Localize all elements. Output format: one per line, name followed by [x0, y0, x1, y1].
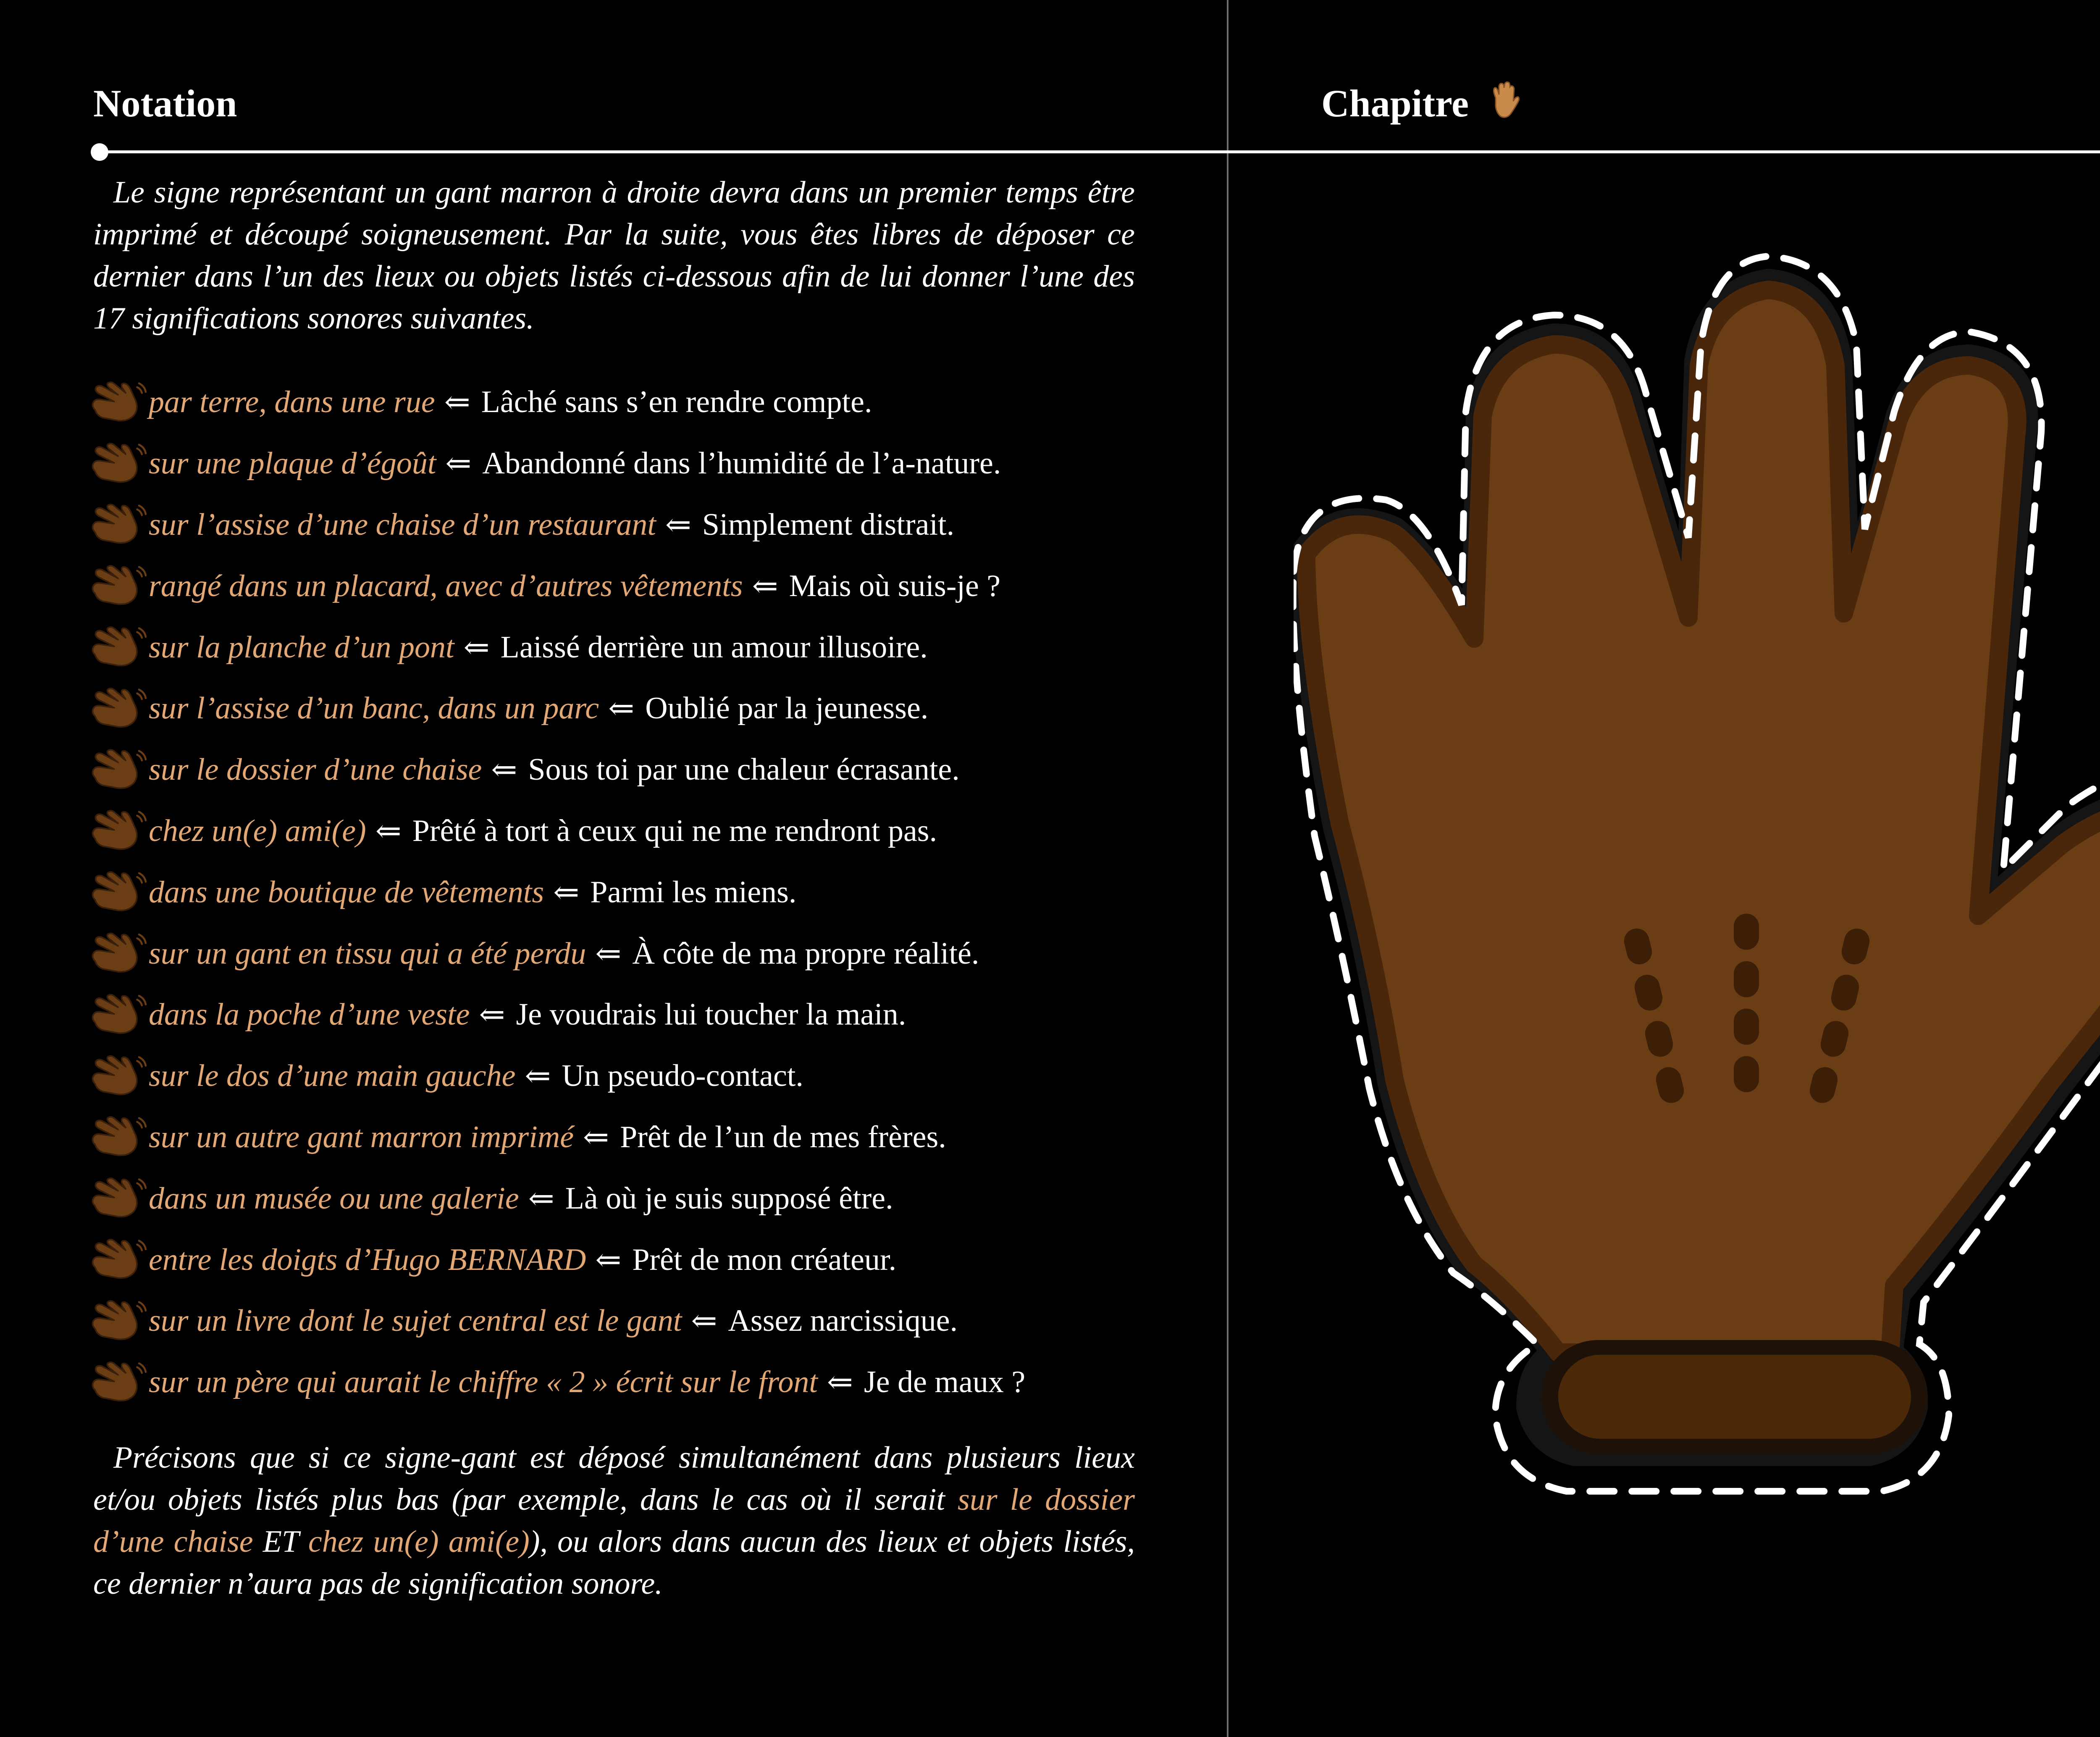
arrow-glyph: ⇐ — [691, 1304, 717, 1339]
waving-hand-icon — [89, 1361, 147, 1403]
chapitre-heading-text: Chapitre — [1321, 82, 1469, 125]
signification-item-3 — [89, 494, 1025, 556]
waving-hand-icon — [89, 443, 147, 485]
place-text: sur un autre gant marron imprimé — [149, 1119, 574, 1154]
place-text: par terre, dans une rue — [149, 385, 435, 420]
meaning-text: Prêt de mon créateur. — [632, 1242, 897, 1277]
arrow-glyph: ⇐ — [827, 1365, 853, 1400]
meaning-text: Abandonné dans l’humidité de l’a-nature. — [482, 446, 1001, 481]
waving-hand-icon — [89, 749, 147, 791]
signification-item-11 — [89, 984, 1025, 1046]
meaning-text: Là où je suis supposé être. — [565, 1181, 893, 1216]
waving-hand-icon — [89, 871, 147, 913]
place-text: sur le dossier d’une chaise — [149, 752, 482, 787]
arrow-glyph: ⇐ — [445, 447, 472, 481]
meaning-text: Prêté à tort à ceux qui ne me rendront pas. — [412, 813, 937, 848]
brown-glove-icon — [1294, 235, 2100, 1521]
arrow-glyph: ⇐ — [525, 1059, 551, 1094]
arrow-glyph: ⇐ — [665, 507, 691, 542]
chapitre-heading — [1321, 84, 1522, 123]
arrow-glyph: ⇐ — [444, 385, 470, 420]
arrow-glyph: ⇐ — [491, 753, 517, 788]
waving-hand-icon — [89, 688, 147, 730]
arrow-glyph: ⇐ — [595, 1243, 622, 1277]
waving-hand-icon — [89, 626, 147, 668]
glove-illustration — [1294, 235, 2100, 1521]
place-text: rangé dans un placard, avec d’autres vêtements — [149, 568, 743, 603]
place-text: sur le dos d’une main gauche — [149, 1059, 516, 1093]
signification-item-14 — [89, 1168, 1025, 1229]
outro-paragraph — [93, 1437, 1135, 1605]
waving-hand-icon — [89, 565, 147, 607]
place-text: dans une boutique de vêtements — [149, 875, 544, 909]
intro-paragraph: Le signe représentant un gant marron à droite devra dans un premier temps être imprimé et découpé soigneusement. Par la suite, vous êtes libres de déposer ce dernier dans l’un des lieux ou objets listés ci-dessous afin de lui donner l’une des 17 significations sonores suivantes. — [93, 175, 1135, 336]
waving-hand-icon — [89, 810, 147, 852]
waving-hand-icon — [89, 1055, 147, 1097]
notation-heading: Notation — [93, 82, 237, 125]
signification-item-2 — [89, 433, 1025, 494]
place-text: dans un musée ou une galerie — [149, 1181, 519, 1216]
place-text: sur la planche d’un pont — [149, 630, 454, 665]
meaning-text: Assez narcissique. — [728, 1303, 958, 1338]
signification-item-15 — [89, 1229, 1025, 1290]
meaning-text: Prêt de l’un de mes frères. — [620, 1119, 946, 1154]
place-text: dans la poche d’une veste — [149, 997, 470, 1032]
outro-highlight-2: chez un(e) ami(e) — [308, 1524, 530, 1559]
signification-item-5 — [89, 617, 1025, 678]
header-rule-dot — [91, 143, 108, 161]
waving-hand-icon — [89, 1300, 147, 1342]
arrow-glyph: ⇐ — [479, 998, 505, 1033]
arrow-glyph: ⇐ — [595, 936, 622, 971]
outro-highlight-1: sur le dossier d’une chaise — [93, 1482, 1135, 1559]
waving-hand-icon — [89, 994, 147, 1036]
meaning-text: Je voudrais lui toucher la main. — [516, 997, 906, 1032]
signification-item-6 — [89, 678, 1025, 739]
place-text: sur une plaque d’égoût — [149, 446, 436, 481]
outro-text-3: ), ou alors dans aucun des lieux et objets listés, ce dernier n’aura pas de signification sonore. — [93, 1524, 1135, 1601]
place-text: entre les doigts d’Hugo BERNARD — [149, 1242, 586, 1277]
meaning-text: Simplement distrait. — [702, 507, 955, 542]
signification-item-4 — [89, 555, 1025, 617]
waving-hand-icon — [89, 1239, 147, 1281]
place-text: chez un(e) ami(e) — [149, 813, 366, 848]
meaning-text: Mais où suis-je ? — [789, 568, 1001, 603]
arrow-glyph: ⇐ — [528, 1181, 554, 1216]
waving-hand-icon — [89, 504, 147, 546]
waving-hand-icon — [89, 1177, 147, 1219]
meaning-text: Laissé derrière un amour illusoire. — [500, 630, 928, 665]
signification-list — [89, 372, 1025, 1413]
signification-item-10 — [89, 923, 1025, 984]
waving-hand-icon — [89, 933, 147, 975]
meaning-text: À côte de ma propre réalité. — [632, 936, 979, 971]
raised-hand-icon — [1487, 81, 1522, 121]
arrow-glyph: ⇐ — [608, 691, 635, 726]
signification-item-13 — [89, 1107, 1025, 1168]
meaning-text: Je de maux ? — [864, 1365, 1026, 1400]
signification-item-8 — [89, 801, 1025, 862]
place-text: sur l’assise d’une chaise d’un restaurant — [149, 507, 656, 542]
arrow-glyph: ⇐ — [375, 814, 402, 849]
signification-item-16 — [89, 1290, 1025, 1352]
arrow-glyph: ⇐ — [553, 875, 580, 910]
outro-text-1: Précisons que si ce signe-gant est déposé simultanément dans plusieurs lieux et/ou objets listés plus bas (par exemple, dans le cas où il serait — [93, 1440, 1135, 1517]
arrow-glyph: ⇐ — [463, 630, 490, 665]
waving-hand-icon — [89, 381, 147, 423]
signification-item-9 — [89, 862, 1025, 923]
meaning-text: Un pseudo-contact. — [562, 1059, 803, 1093]
signification-item-7 — [89, 739, 1025, 801]
arrow-glyph: ⇐ — [583, 1120, 609, 1155]
meaning-text: Oublié par la jeunesse. — [645, 691, 929, 726]
signification-item-12 — [89, 1046, 1025, 1107]
place-text: sur un livre dont le sujet central est le gant — [149, 1303, 682, 1338]
signification-item-17 — [89, 1352, 1025, 1413]
meaning-text: Parmi les miens. — [590, 875, 797, 909]
signification-item-1 — [89, 372, 1025, 433]
place-text: sur l’assise d’un banc, dans un parc — [149, 691, 599, 726]
place-text: sur un père qui aurait le chiffre « 2 » écrit sur le front — [149, 1365, 818, 1400]
meaning-text: Sous toi par une chaleur écrasante. — [528, 752, 960, 787]
place-text: sur un gant en tissu qui a été perdu — [149, 936, 586, 971]
outro-text-2: ET — [253, 1524, 308, 1559]
waving-hand-icon — [89, 1116, 147, 1158]
meaning-text: Lâché sans s’en rendre compte. — [481, 385, 872, 420]
arrow-glyph: ⇐ — [752, 569, 778, 604]
